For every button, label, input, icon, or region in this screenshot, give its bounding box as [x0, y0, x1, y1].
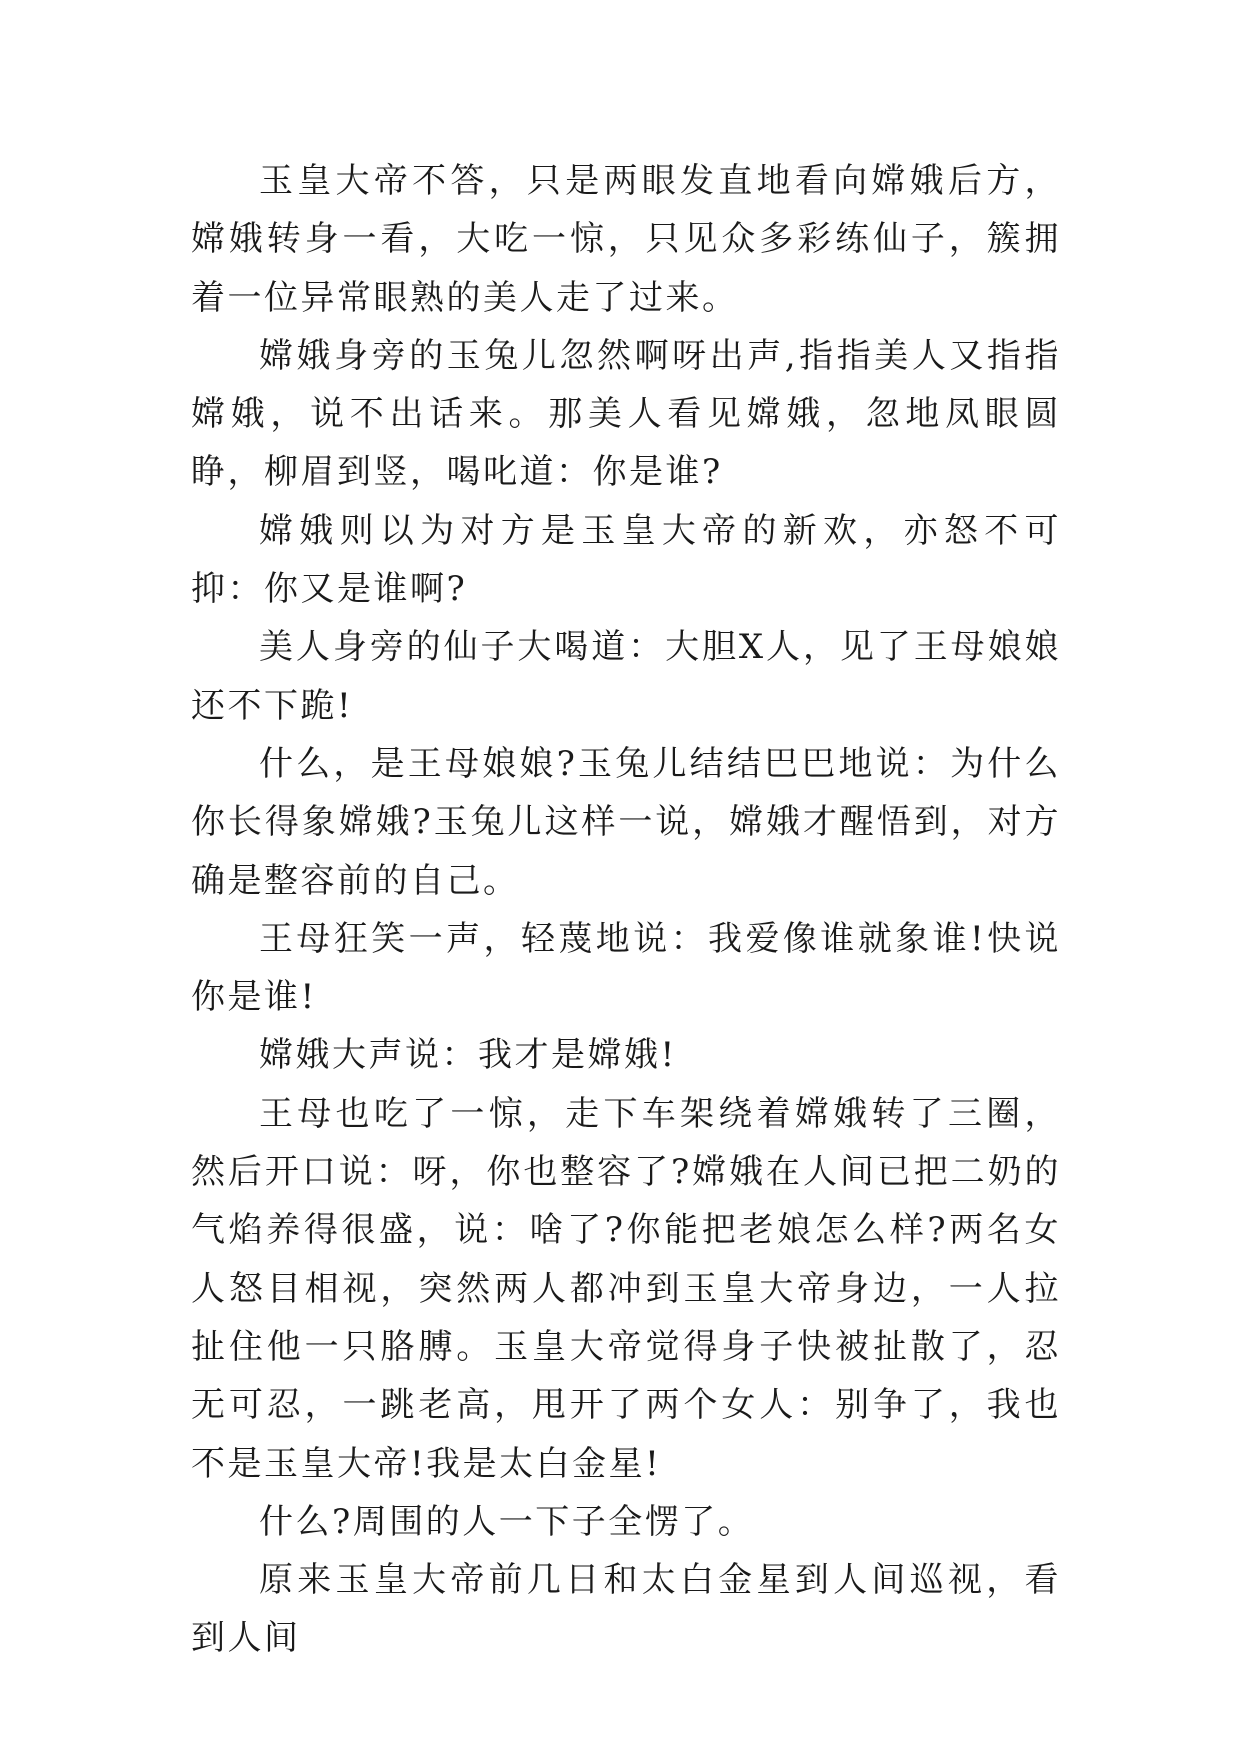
paragraph-4: 美人身旁的仙子大喝道：大胆X人，见了王母娘娘还不下跪!: [191, 627, 1061, 726]
paragraph-5: 什么，是王母娘娘?玉兔儿结结巴巴地说：为什么你长得象嫦娥?玉兔儿这样一说，嫦娥才醒悟到，对方确是整容前的自己。: [191, 743, 1061, 901]
paragraph-7: 嫦娥大声说：我才是嫦娥!: [259, 1035, 677, 1076]
document-body: [191, 152, 1061, 1668]
paragraph-8: 王母也吃了一惊，走下车架绕着嫦娥转了三圈，然后开口说：呀，你也整容了?嫦娥在人间已把二奶的气焰养得很盛，说：啥了?你能把老娘怎么样?两名女人怒目相视，突然两人都冲到玉皇大帝身边，一人拉扯住他一只胳膊。玉皇大帝觉得身子快被扯散了，忍无可忍，一跳老高，甩开了两个女人：别争了，我也不是玉皇大帝!我是太白金星!: [191, 1093, 1061, 1484]
paragraph-3: 嫦娥则以为对方是玉皇大帝的新欢，亦怒不可抑：你又是谁啊?: [191, 510, 1061, 610]
paragraph-10: 原来玉皇大帝前几日和太白金星到人间巡视，看到人间: [191, 1560, 1061, 1659]
paragraph-2: 嫦娥身旁的玉兔儿忽然啊呀出声,指指美人又指指嫦娥，说不出话来。那美人看见嫦娥，忽地凤眼圆睁，柳眉到竖，喝叱道：你是谁?: [191, 335, 1061, 493]
paragraph-6: 王母狂笑一声，轻蔑地说：我爱像谁就象谁!快说你是谁!: [191, 918, 1061, 1018]
paragraph-1: 玉皇大帝不答，只是两眼发直地看向嫦娥后方，嫦娥转身一看，大吃一惊，只见众多彩练仙子，簇拥着一位异常眼熟的美人走了过来。: [191, 161, 1061, 318]
paragraph-9: 什么?周围的人一下子全愣了。: [259, 1501, 755, 1542]
